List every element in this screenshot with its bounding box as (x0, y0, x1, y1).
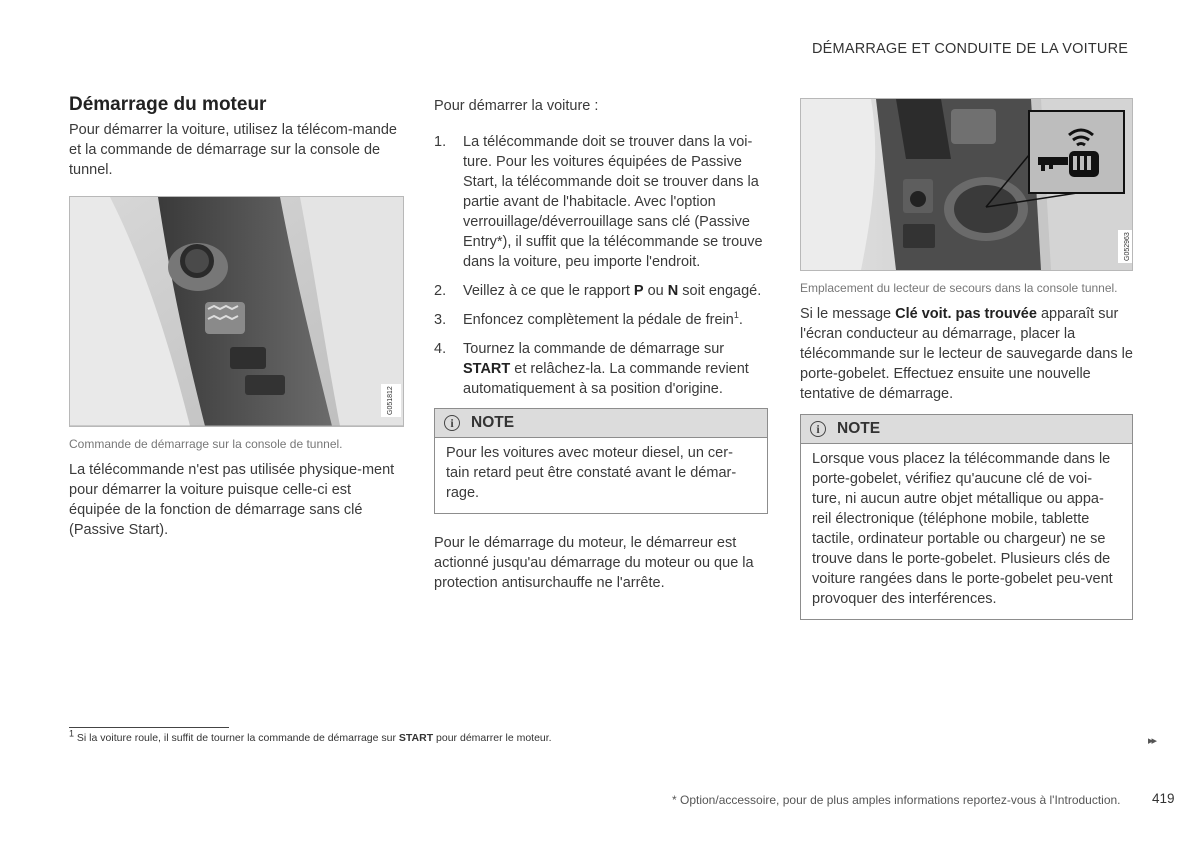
step-text (463, 281, 768, 301)
option-note: * Option/accessoire, pour de plus amples informations reportez-vous à l'Introduction. (672, 793, 1121, 807)
list-item (434, 339, 768, 399)
step-text-part: ou (643, 283, 668, 299)
step-text: La télécommande doit se trouver dans la voi-ture. Pour les voitures équipées de Passive Start, la télécommande doit se trouver dans la partie avant de l'habitacle. Avec l'option verrouillage/déverrouillage sans clé (Passive Entry*), il suffit que la télécommande se trouve dans la voiture, peu importe l'endroit. (463, 134, 763, 270)
step-number: 4. (434, 341, 447, 357)
column-2 (434, 96, 768, 593)
note-header (435, 409, 767, 437)
footnote (69, 728, 552, 744)
gear-n-label: N (667, 283, 679, 299)
step-text-part: Veillez à ce que le rapport (463, 283, 634, 299)
backup-reader-photo (800, 98, 1133, 271)
image-caption: Commande de démarrage sur la console de tunnel. (69, 437, 343, 451)
footnote-ref[interactable]: 1 (733, 310, 739, 321)
gear-p-label: P (633, 283, 644, 299)
list-item (434, 281, 768, 301)
step-text (463, 310, 768, 330)
step-number: 2. (434, 283, 447, 299)
info-icon: i (810, 421, 826, 437)
body-paragraph: La télécommande n'est pas utilisée physique-ment pour démarrer la voiture puisque celle-ci est équipée de la fonction de démarrage sans clé (Passive Start). (69, 462, 395, 538)
steps-lead: Pour démarrer la voiture : (434, 98, 599, 114)
message-keyword: Clé voit. pas trouvée (895, 306, 1037, 322)
footnote-mark: 1 (69, 728, 75, 739)
footnote-divider (69, 727, 229, 728)
paragraph-part: apparaît sur l'écran conducteur au démarrage, placer la télécommande sur le lecteur de sauvegarde dans le porte-gobelet. Effectuez ensuite une nouvelle tentative de démarrage. (800, 306, 1133, 402)
section-title: Démarrage du moteur (69, 94, 267, 115)
column-1 (69, 94, 404, 540)
body-paragraph: Pour le démarrage du moteur, le démarreur est actionné jusqu'au démarrage du moteur ou que la protection antisurchauffe ne l'arrête. (434, 535, 754, 591)
step-number: 1. (434, 134, 447, 150)
note-body: Pour les voitures avec moteur diesel, un cer-tain retard peut être constaté avant le démar-rage. (435, 437, 767, 513)
note-body: Lorsque vous placez la télécommande dans le porte-gobelet, vérifiez qu'aucune clé de voi-ture, ni aucun autre objet métallique ou appa-reil électronique (téléphone mobile, tablette tactile, ordinateur portable ou chargeur) ne se trouve dans le porte-gobelet. Plusieurs clés de voiture rangées dans le porte-gobelet peu-vent provoquer des interférences. (801, 443, 1132, 619)
start-keyword: START (463, 361, 511, 377)
section-header: DÉMARRAGE ET CONDUITE DE LA VOITURE (812, 41, 1129, 57)
steps-list (434, 132, 768, 399)
footnote-text: Si la voiture roule, il suffit de tourner la commande de démarrage sur (74, 732, 399, 744)
note-header (801, 415, 1132, 443)
continue-arrows-icon: ▸▸ (1148, 735, 1156, 747)
step-number: 3. (434, 312, 447, 328)
step-text-part: Tournez la commande de démarrage sur (463, 341, 725, 357)
body-paragraph (800, 304, 1133, 404)
step-text-part: soit engagé. (678, 283, 762, 299)
image-code: G051812 (381, 384, 401, 417)
note-label: NOTE (837, 420, 881, 437)
list-item (434, 132, 768, 272)
note-box (434, 408, 768, 514)
note-box (800, 414, 1133, 620)
footnote-text: pour démarrer le moteur. (433, 732, 552, 744)
info-icon: i (444, 415, 460, 431)
start-control-photo (69, 196, 404, 427)
column-3 (800, 98, 1133, 620)
page-number: 419 (1152, 791, 1175, 806)
list-item (434, 310, 768, 330)
step-text-part: Enfoncez complètement la pédale de frein (463, 312, 734, 328)
step-text-part: . (738, 312, 743, 328)
paragraph-part: Si le message (800, 306, 896, 322)
note-label: NOTE (471, 414, 515, 431)
footnote-keyword: START (398, 732, 434, 744)
image-caption: Emplacement du lecteur de secours dans la console tunnel. (800, 281, 1118, 295)
intro-paragraph: Pour démarrer la voiture, utilisez la télécom-mande et la commande de démarrage sur la console de tunnel. (69, 122, 397, 178)
image-code: G052963 (1118, 230, 1133, 263)
step-text (463, 339, 768, 399)
step-text-part: et relâchez-la. La commande revient automatiquement à sa position d'origine. (463, 361, 749, 397)
